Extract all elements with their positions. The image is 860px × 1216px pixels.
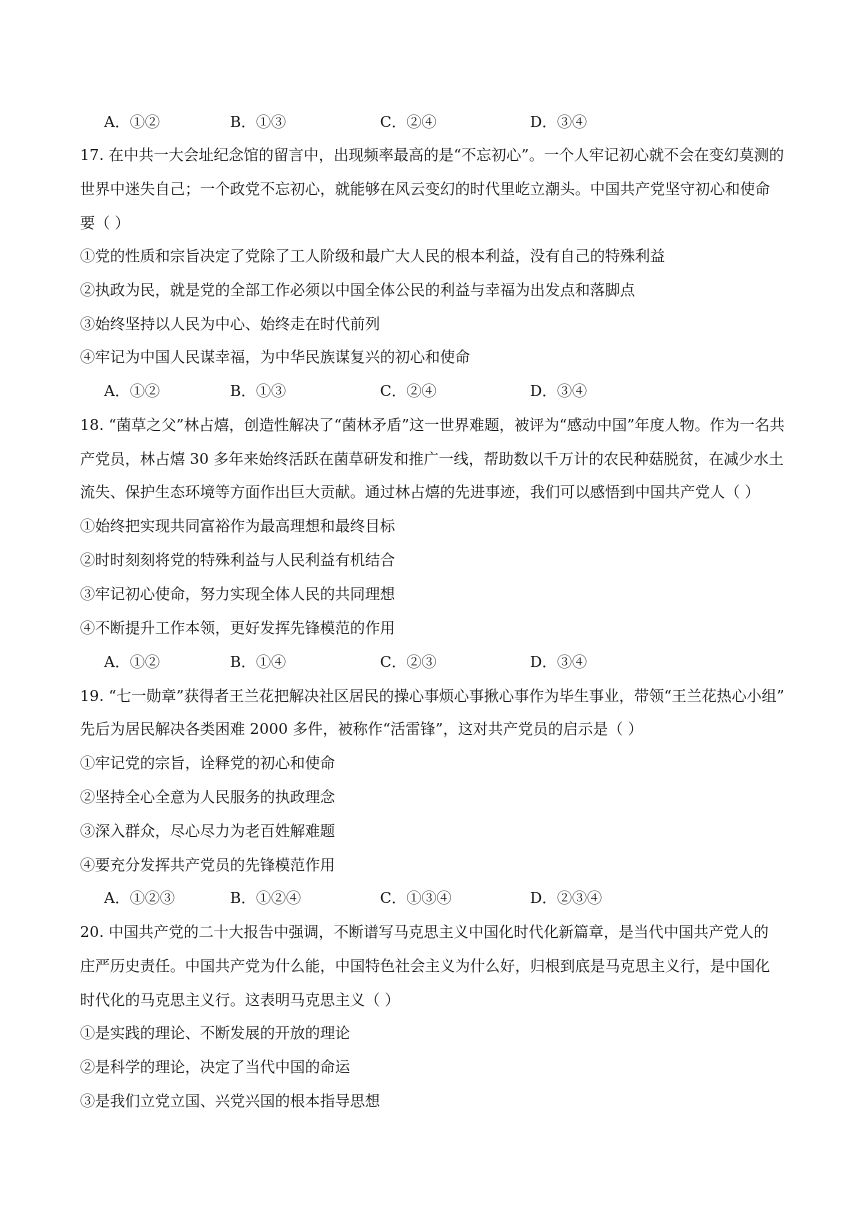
q18-option-d: D．③④	[530, 653, 588, 671]
q17-item-1: ①党的性质和宗旨决定了党除了工人阶级和最广大人民的根本利益，没有自己的特殊利益	[80, 247, 666, 265]
q17-item-2: ②执政为民，就是党的全部工作必须以中国全体公民的利益与幸福为出发点和落脚点	[80, 281, 636, 299]
q18-option-c: C．②③	[380, 653, 437, 671]
q16-option-b: B．①③	[230, 113, 287, 131]
q19-option-d: D．②③④	[530, 889, 603, 907]
q17-option-c: C．②④	[380, 382, 437, 400]
q17-item-4: ④牢记为中国人民谋幸福，为中华民族谋复兴的初心和使命	[80, 348, 471, 366]
q19-stem-line-1: 19. “七一勋章”获得者王兰花把解决社区居民的操心事烦心事揪心事作为毕生事业，带领“王兰花热心小组”	[80, 687, 785, 705]
q17-stem-line-3: 要（ ）	[80, 214, 130, 232]
q17-stem-line-2: 世界中迷失自己；一个政党不忘初心，就能够在风云变幻的时代里屹立潮头。中国共产党坚守初心和使命	[80, 180, 771, 198]
q17-item-3: ③始终坚持以人民为中心、始终走在时代前列	[80, 315, 381, 333]
q18-stem-line-2: 产党员，林占熺 30 多年来始终活跃在菌草研发和推广一线，帮助数以千万计的农民种菇脱贫，在减少水土	[80, 450, 784, 468]
q16-option-c: C．②④	[380, 113, 437, 131]
q20-item-1: ①是实践的理论、不断发展的开放的理论	[80, 1024, 351, 1042]
q19-item-2: ②坚持全心全意为人民服务的执政理念	[80, 788, 336, 806]
q17-option-a: A．①②	[104, 382, 160, 400]
q20-stem-line-2: 庄严历史责任。中国共产党为什么能，中国特色社会主义为什么好，归根到底是马克思主义行，是中国化	[80, 957, 771, 975]
q19-item-3: ③深入群众，尽心尽力为老百姓解难题	[80, 822, 336, 840]
q19-item-1: ①牢记党的宗旨，诠释党的初心和使命	[80, 754, 336, 772]
q18-item-2: ②时时刻刻将党的特殊利益与人民利益有机结合	[80, 551, 396, 569]
q18-item-3: ③牢记初心使命，努力实现全体人民的共同理想	[80, 585, 396, 603]
q19-option-b: B．①②④	[230, 889, 302, 907]
q20-item-3: ③是我们立党立国、兴党兴国的根本指导思想	[80, 1092, 381, 1110]
q18-stem-line-3: 流失、保护生态环境等方面作出巨大贡献。通过林占熺的先进事迹，我们可以感悟到中国共产党人（ ）	[80, 483, 760, 501]
q18-item-4: ④不断提升工作本领，更好发挥先锋模范的作用	[80, 619, 396, 637]
q19-option-c: C．①③④	[380, 889, 452, 907]
q17-option-d: D．③④	[530, 382, 588, 400]
q16-option-d: D．③④	[530, 113, 588, 131]
q18-option-b: B．①④	[230, 653, 287, 671]
q19-item-4: ④要充分发挥共产党员的先锋模范作用	[80, 856, 336, 874]
q20-stem-line-3: 时代化的马克思主义行。这表明马克思主义（ ）	[80, 991, 400, 1009]
q20-stem-line-1: 20. 中国共产党的二十大报告中强调，不断谱写马克思主义中国化时代化新篇章，是当代中国共产党人的	[80, 923, 769, 941]
q18-stem-line-1: 18. “菌草之父”林占熺，创造性解决了“菌林矛盾”这一世界难题，被评为“感动中国”年度人物。作为一名共	[80, 416, 785, 434]
q19-stem-line-2: 先后为居民解决各类困难 2000 多件，被称作“活雷锋”，这对共产党员的启示是（ ）	[80, 720, 643, 738]
q18-item-1: ①始终把实现共同富裕作为最高理想和最终目标	[80, 517, 396, 535]
q19-option-a: A．①②③	[104, 889, 175, 907]
q16-option-a: A．①②	[104, 113, 160, 131]
q17-stem-line-1: 17. 在中共一大会址纪念馆的留言中，出现频率最高的是“不忘初心”。一个人牢记初心就不会在变幻莫测的	[80, 146, 784, 164]
q18-option-a: A．①②	[104, 653, 160, 671]
q20-item-2: ②是科学的理论，决定了当代中国的命运	[80, 1058, 351, 1076]
q17-option-b: B．①③	[230, 382, 287, 400]
